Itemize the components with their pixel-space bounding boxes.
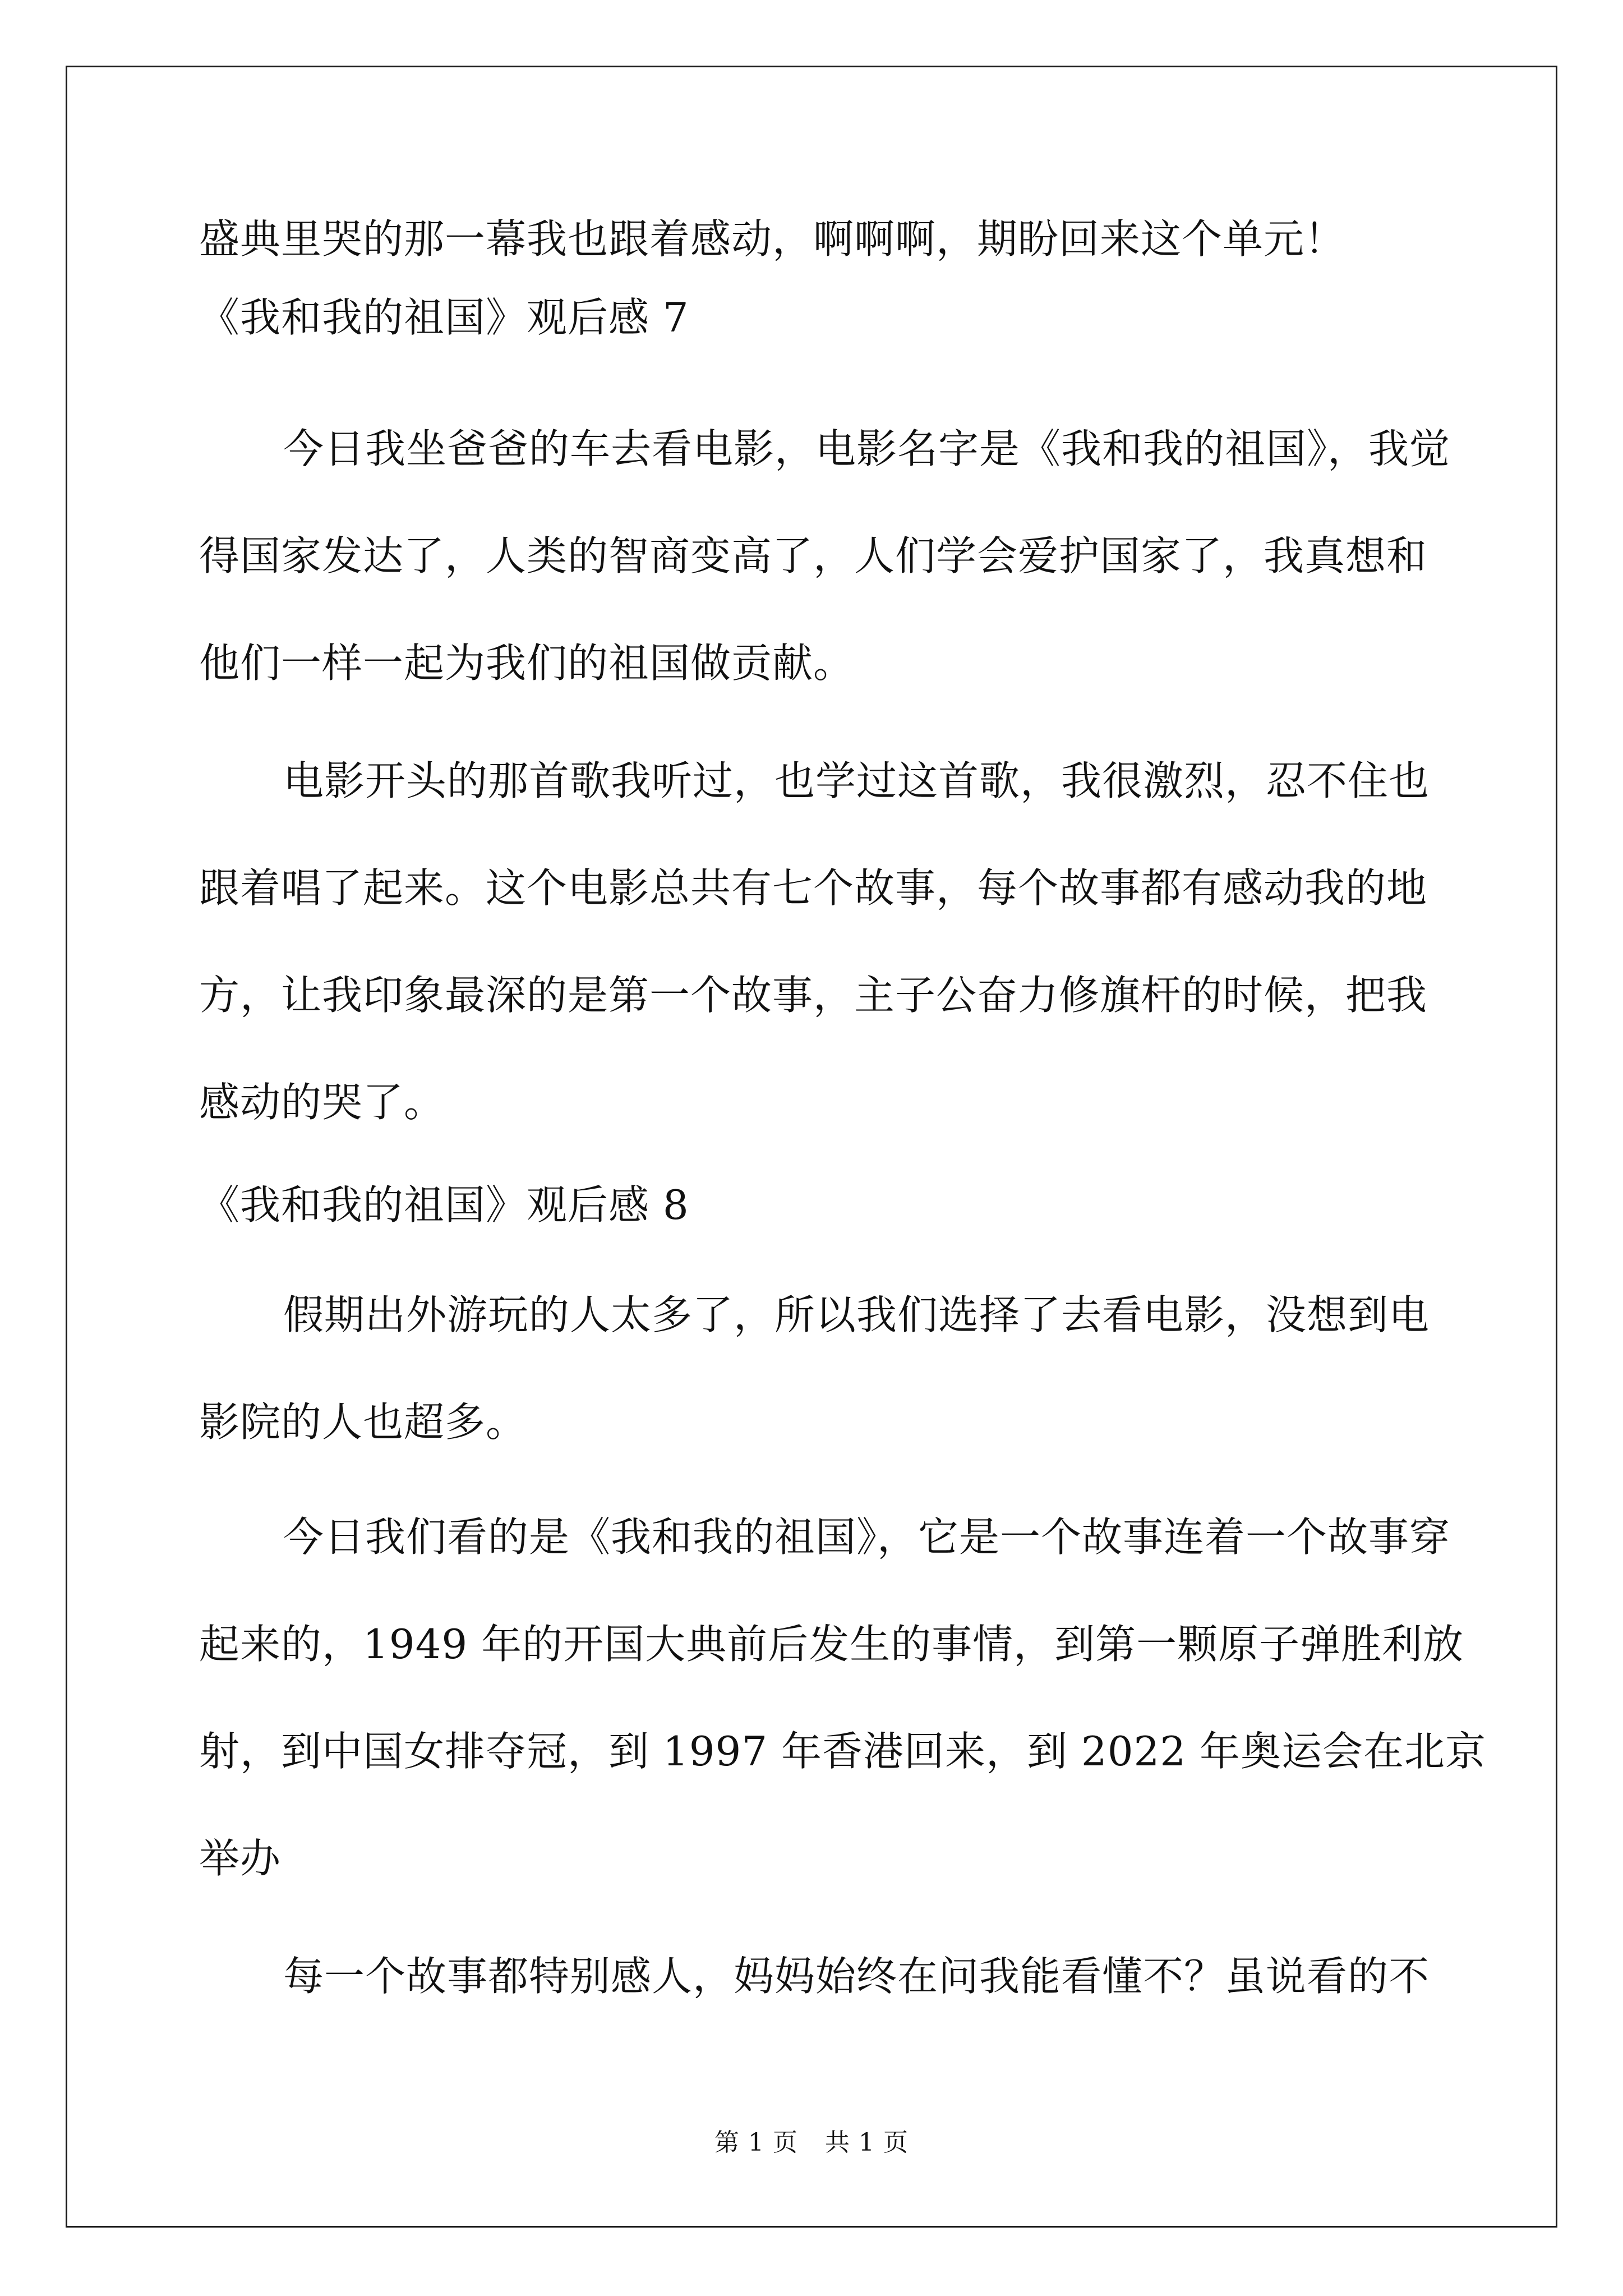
paragraph-line: 他们一样一起为我们的祖国做贡献。 xyxy=(199,639,855,687)
paragraph-line: 举办 xyxy=(199,1835,282,1882)
paragraph-line: 方，让我印象最深的是第一个故事，主子公奋力修旗杆的时候，把我 xyxy=(199,972,1428,1019)
paragraph-line: 影院的人也超多。 xyxy=(199,1398,527,1446)
page-border xyxy=(66,66,1557,2228)
paragraph-line: 跟着唱了起来。这个电影总共有七个故事，每个故事都有感动我的地 xyxy=(199,864,1428,912)
paragraph-line: 射，到中国女排夺冠，到 1997 年香港回来，到 2022 年奥运会在北京 xyxy=(199,1728,1487,1775)
page-number: 第 1 页 xyxy=(714,2128,798,2157)
paragraph-line: 盛典里哭的那一幕我也跟着感动，啊啊啊，期盼回来这个单元！ xyxy=(199,215,1346,263)
paragraph-line: 假期出外游玩的人太多了，所以我们选择了去看电影，没想到电 xyxy=(283,1291,1430,1338)
paragraph-line: 得国家发达了，人类的智商变高了，人们学会爱护国家了，我真想和 xyxy=(199,532,1428,579)
paragraph-line: 每一个故事都特别感人，妈妈始终在问我能看懂不？虽说看的不 xyxy=(283,1953,1430,2000)
paragraph-line: 感动的哭了。 xyxy=(199,1079,445,1126)
paragraph-line: 今日我们看的是《我和我的祖国》，它是一个故事连着一个故事穿 xyxy=(283,1513,1451,1561)
paragraph-line: 电影开头的那首歌我听过，也学过这首歌，我很激烈，忍不住也 xyxy=(283,757,1430,804)
page-total: 共 1 页 xyxy=(825,2128,909,2157)
section-heading: 《我和我的祖国》观后感 8 xyxy=(199,1181,689,1228)
section-heading: 《我和我的祖国》观后感 7 xyxy=(199,294,689,341)
page-footer xyxy=(0,2126,1623,2160)
paragraph-line: 今日我坐爸爸的车去看电影，电影名字是《我和我的祖国》，我觉 xyxy=(283,425,1451,472)
paragraph-line: 起来的，1949 年的开国大典前后发生的事情，到第一颗原子弹胜利放 xyxy=(199,1621,1464,1668)
